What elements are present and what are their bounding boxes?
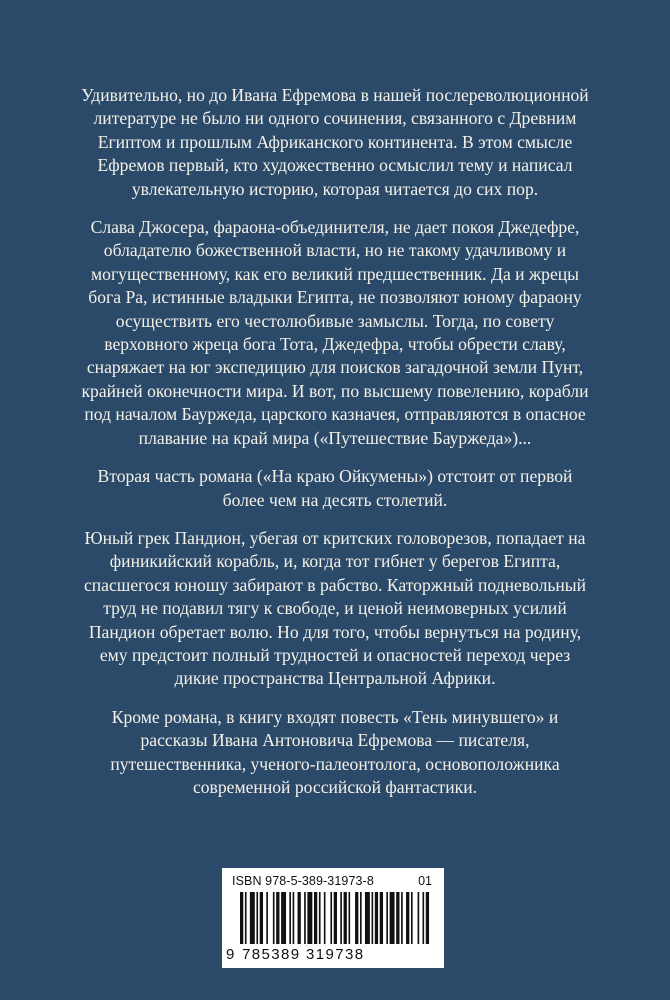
paragraph-intro: Удивительно, но до Ивана Ефремова в нашей послереволюционной литературе не было ни одного сочинения, связанного с Древним Египтом и прошлым Африканского континента. В этом смысле Ефремов первый, кто художественно осмыслил тему и написал увлекательную историю, которая читается до сих пор. <box>81 85 589 199</box>
isbn-label: ISBN 978-5-389-31973-8 <box>232 874 374 888</box>
paragraph-part-two-intro: Вторая часть романа («На краю Ойкумены») отстоит от первой более чем на десять столетий. <box>97 466 573 510</box>
paragraph-book-contents: Кроме романа, в книгу входят повесть «Тень минувшего» и рассказы Ивана Антоновича Ефремова — писателя, путешественника, ученого-палеонтолога, основоположника современной российской фантастики. <box>110 706 560 797</box>
isbn-barcode <box>222 868 444 968</box>
paragraph-plot-part-one: Слава Джосера, фараона-объединителя, не дает покоя Джедефре, обладателю божественной власти, но не такому удачливому и могущественному, как его великий предшественник. Да и жрецы бога Ра, истинные владыки Египта, не позволяют юному фараону осуществить его честолюбивые замыслы. Тогда, по совету верховного жреца бога Тота, Джедефра, чтобы обрести славу, снаряжает на юг экспедицию для поисков загадочной земли Пунт, крайней оконечности мира. И вот, по высшему повелению, корабли под началом Бауржеда, царского казначея, отправляются в опасное плавание на край мира («Путешествие Бауржеда»)... <box>81 217 589 448</box>
barcode-first-digit: 9 <box>226 946 235 963</box>
barcode-addon-code: 01 <box>418 874 432 888</box>
barcode-bars <box>240 892 434 944</box>
paragraph-plot-part-two: Юный грек Пандион, убегая от критских головорезов, попадает на финикийский корабль, и, когда тот гибнет у берегов Египта, спасшегося юношу забирают в рабство. Каторжный подневольный труд не подавил тягу к свободе, и ценой неимоверных усилий Пандион обретает волю. Но для того, чтобы вернуться на родину, ему предстоит полный трудностей и опасностей переход через дикие пространства Центральной Африки. <box>83 527 587 689</box>
annotation-text <box>78 84 592 814</box>
barcode-digits: 785389 319738 <box>242 946 365 963</box>
